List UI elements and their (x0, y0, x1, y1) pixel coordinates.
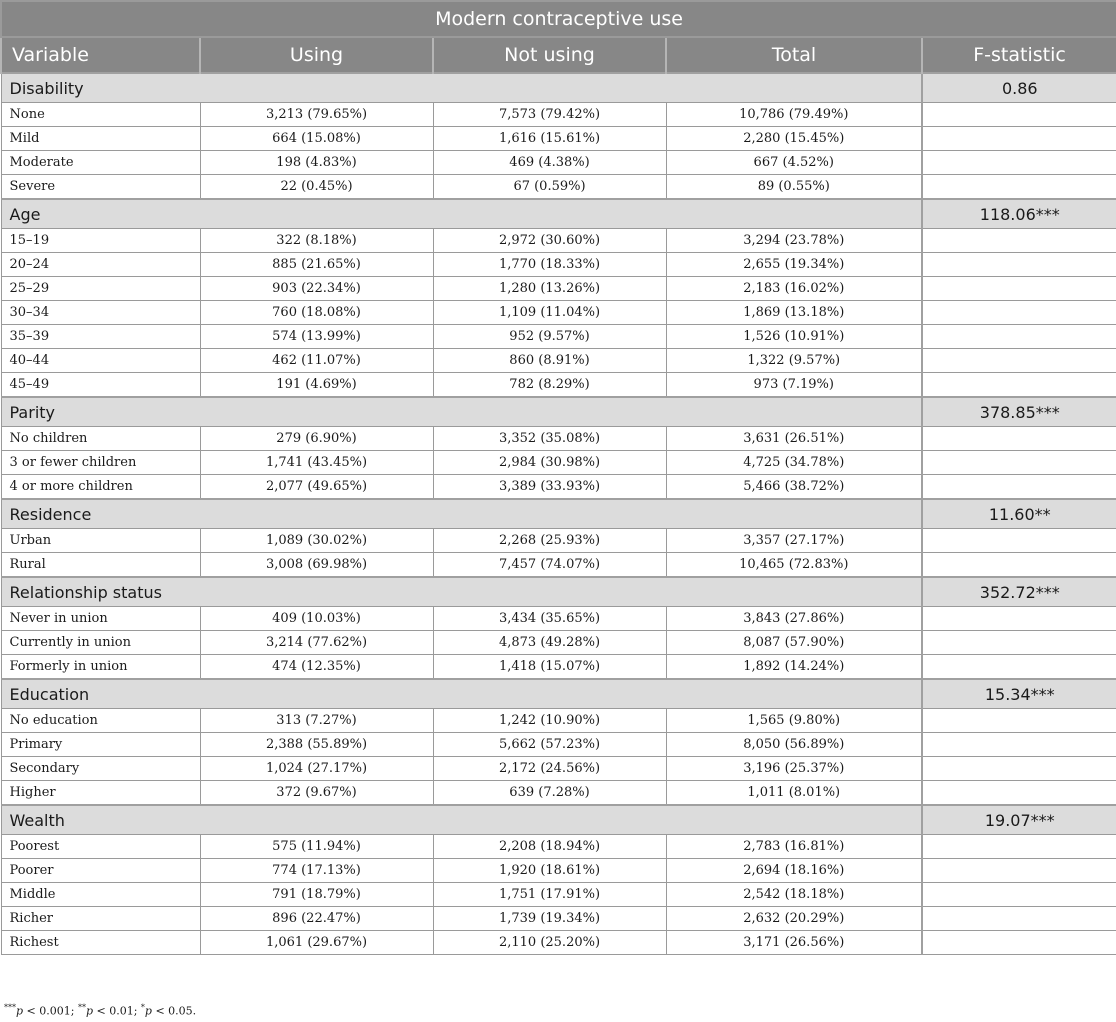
cell-not-using: 952 (9.57%) (433, 325, 666, 349)
cell-not-using: 3,434 (35.65%) (433, 607, 666, 631)
table-row (1, 907, 1116, 931)
cell-f-statistic-empty (922, 475, 1116, 500)
row-label: Severe (1, 175, 200, 200)
column-header-total: Total (666, 37, 922, 73)
cell-total: 1,322 (9.57%) (666, 349, 922, 373)
cell-not-using: 1,616 (15.61%) (433, 127, 666, 151)
group-row (1, 397, 1116, 427)
group-f-statistic: 118.06*** (922, 199, 1116, 229)
cell-not-using: 7,573 (79.42%) (433, 103, 666, 127)
table-row (1, 229, 1116, 253)
column-header-using: Using (200, 37, 433, 73)
cell-using: 409 (10.03%) (200, 607, 433, 631)
cell-using: 774 (17.13%) (200, 859, 433, 883)
group-f-statistic: 15.34*** (922, 679, 1116, 709)
group-name: Relationship status (1, 577, 922, 607)
column-header-not-using: Not using (433, 37, 666, 73)
cell-f-statistic-empty (922, 151, 1116, 175)
cell-not-using: 5,662 (57.23%) (433, 733, 666, 757)
table-title-row (1, 1, 1116, 37)
cell-using: 1,089 (30.02%) (200, 529, 433, 553)
cell-using: 3,008 (69.98%) (200, 553, 433, 578)
table-row (1, 529, 1116, 553)
cell-total: 2,183 (16.02%) (666, 277, 922, 301)
cell-not-using: 2,172 (24.56%) (433, 757, 666, 781)
cell-f-statistic-empty (922, 103, 1116, 127)
cell-f-statistic-empty (922, 349, 1116, 373)
table-row (1, 349, 1116, 373)
cell-total: 973 (7.19%) (666, 373, 922, 398)
cell-using: 462 (11.07%) (200, 349, 433, 373)
cell-not-using: 2,984 (30.98%) (433, 451, 666, 475)
cell-using: 313 (7.27%) (200, 709, 433, 733)
cell-using: 575 (11.94%) (200, 835, 433, 859)
row-label: No children (1, 427, 200, 451)
row-label: Richer (1, 907, 200, 931)
footnote-text-3: < 0.05. (151, 1004, 197, 1018)
cell-total: 10,465 (72.83%) (666, 553, 922, 578)
cell-using: 664 (15.08%) (200, 127, 433, 151)
cell-f-statistic-empty (922, 631, 1116, 655)
row-label: 25–29 (1, 277, 200, 301)
cell-f-statistic-empty (922, 277, 1116, 301)
table-title: Modern contraceptive use (1, 1, 1116, 37)
group-f-statistic: 11.60** (922, 499, 1116, 529)
row-label: Currently in union (1, 631, 200, 655)
cell-f-statistic-empty (922, 301, 1116, 325)
cell-not-using: 1,920 (18.61%) (433, 859, 666, 883)
row-label: Moderate (1, 151, 200, 175)
cell-total: 5,466 (38.72%) (666, 475, 922, 500)
group-row (1, 199, 1116, 229)
table-row (1, 709, 1116, 733)
row-label: 4 or more children (1, 475, 200, 500)
group-name: Wealth (1, 805, 922, 835)
table-row (1, 175, 1116, 200)
cell-f-statistic-empty (922, 325, 1116, 349)
footnote-text-1: < 0.001; (23, 1004, 78, 1018)
cell-using: 2,077 (49.65%) (200, 475, 433, 500)
cell-f-statistic-empty (922, 229, 1116, 253)
cell-using: 22 (0.45%) (200, 175, 433, 200)
cell-total: 1,565 (9.80%) (666, 709, 922, 733)
cell-f-statistic-empty (922, 757, 1116, 781)
table-row (1, 859, 1116, 883)
cell-not-using: 1,242 (10.90%) (433, 709, 666, 733)
footnote-stars-2: ** (77, 1003, 86, 1012)
column-header-row (1, 37, 1116, 73)
cell-using: 903 (22.34%) (200, 277, 433, 301)
group-row (1, 73, 1116, 103)
cell-f-statistic-empty (922, 373, 1116, 398)
cell-f-statistic-empty (922, 427, 1116, 451)
cell-total: 89 (0.55%) (666, 175, 922, 200)
table-row (1, 781, 1116, 806)
cell-using: 791 (18.79%) (200, 883, 433, 907)
group-f-statistic: 352.72*** (922, 577, 1116, 607)
cell-total: 8,050 (56.89%) (666, 733, 922, 757)
footnote-stars-3: *** (4, 1003, 16, 1012)
row-label: 45–49 (1, 373, 200, 398)
cell-using: 191 (4.69%) (200, 373, 433, 398)
group-name: Disability (1, 73, 922, 103)
table-row (1, 373, 1116, 398)
cell-total: 1,526 (10.91%) (666, 325, 922, 349)
group-f-statistic: 378.85*** (922, 397, 1116, 427)
group-row (1, 679, 1116, 709)
row-label: Mild (1, 127, 200, 151)
cell-using: 198 (4.83%) (200, 151, 433, 175)
cell-f-statistic-empty (922, 175, 1116, 200)
cell-f-statistic-empty (922, 781, 1116, 806)
cell-not-using: 2,268 (25.93%) (433, 529, 666, 553)
cell-using: 1,741 (43.45%) (200, 451, 433, 475)
cell-using: 885 (21.65%) (200, 253, 433, 277)
cell-using: 279 (6.90%) (200, 427, 433, 451)
cell-total: 8,087 (57.90%) (666, 631, 922, 655)
row-label: Richest (1, 931, 200, 955)
cell-total: 4,725 (34.78%) (666, 451, 922, 475)
cell-using: 3,213 (79.65%) (200, 103, 433, 127)
footnote-p-1: p (16, 1004, 24, 1018)
footnote-stars-1: * (140, 1003, 145, 1012)
cell-not-using: 4,873 (49.28%) (433, 631, 666, 655)
cell-f-statistic-empty (922, 883, 1116, 907)
cell-using: 474 (12.35%) (200, 655, 433, 680)
cell-not-using: 1,109 (11.04%) (433, 301, 666, 325)
cell-total: 2,632 (20.29%) (666, 907, 922, 931)
cell-total: 1,892 (14.24%) (666, 655, 922, 680)
cell-total: 10,786 (79.49%) (666, 103, 922, 127)
cell-f-statistic-empty (922, 907, 1116, 931)
cell-f-statistic-empty (922, 859, 1116, 883)
cell-total: 3,196 (25.37%) (666, 757, 922, 781)
row-label: Poorest (1, 835, 200, 859)
table-row (1, 733, 1116, 757)
cell-using: 896 (22.47%) (200, 907, 433, 931)
footnote-p-3: p (144, 1004, 152, 1018)
table-row (1, 151, 1116, 175)
cell-f-statistic-empty (922, 709, 1116, 733)
row-label: 40–44 (1, 349, 200, 373)
group-name: Education (1, 679, 922, 709)
cell-total: 667 (4.52%) (666, 151, 922, 175)
row-label: Primary (1, 733, 200, 757)
cell-not-using: 1,739 (19.34%) (433, 907, 666, 931)
row-label: 20–24 (1, 253, 200, 277)
column-header-f-statistic: F-statistic (922, 37, 1116, 73)
cell-total: 2,542 (18.18%) (666, 883, 922, 907)
row-label: Poorer (1, 859, 200, 883)
cell-not-using: 1,418 (15.07%) (433, 655, 666, 680)
cell-f-statistic-empty (922, 553, 1116, 578)
cell-total: 2,280 (15.45%) (666, 127, 922, 151)
table-row (1, 277, 1116, 301)
row-label: No education (1, 709, 200, 733)
cell-total: 3,843 (27.86%) (666, 607, 922, 631)
cell-using: 372 (9.67%) (200, 781, 433, 806)
table-row (1, 253, 1116, 277)
row-label: 30–34 (1, 301, 200, 325)
column-header-variable: Variable (1, 37, 200, 73)
group-row (1, 499, 1116, 529)
cell-not-using: 1,751 (17.91%) (433, 883, 666, 907)
cell-not-using: 860 (8.91%) (433, 349, 666, 373)
table-row (1, 427, 1116, 451)
table-header (1, 1, 1116, 73)
cell-not-using: 67 (0.59%) (433, 175, 666, 200)
table-body (1, 73, 1116, 955)
cell-f-statistic-empty (922, 253, 1116, 277)
cell-not-using: 3,389 (33.93%) (433, 475, 666, 500)
table-row (1, 301, 1116, 325)
row-label: Higher (1, 781, 200, 806)
cell-using: 1,061 (29.67%) (200, 931, 433, 955)
cell-total: 3,171 (26.56%) (666, 931, 922, 955)
footnote (4, 1003, 196, 1018)
group-row (1, 577, 1116, 607)
group-name: Age (1, 199, 922, 229)
row-label: Secondary (1, 757, 200, 781)
cell-f-statistic-empty (922, 733, 1116, 757)
cell-using: 760 (18.08%) (200, 301, 433, 325)
cell-using: 322 (8.18%) (200, 229, 433, 253)
footnote-p-2: p (85, 1004, 93, 1018)
cell-f-statistic-empty (922, 451, 1116, 475)
cell-f-statistic-empty (922, 835, 1116, 859)
cell-not-using: 2,110 (25.20%) (433, 931, 666, 955)
table-row (1, 127, 1116, 151)
row-label: 3 or fewer children (1, 451, 200, 475)
cell-not-using: 3,352 (35.08%) (433, 427, 666, 451)
cell-not-using: 2,208 (18.94%) (433, 835, 666, 859)
row-label: Urban (1, 529, 200, 553)
table-row (1, 835, 1116, 859)
table-row (1, 451, 1116, 475)
cell-total: 3,294 (23.78%) (666, 229, 922, 253)
table-row (1, 607, 1116, 631)
table-row (1, 931, 1116, 955)
cell-f-statistic-empty (922, 127, 1116, 151)
group-f-statistic: 0.86 (922, 73, 1116, 103)
table-row (1, 103, 1116, 127)
cell-not-using: 639 (7.28%) (433, 781, 666, 806)
cell-total: 1,011 (8.01%) (666, 781, 922, 806)
cell-total: 1,869 (13.18%) (666, 301, 922, 325)
cell-total: 2,783 (16.81%) (666, 835, 922, 859)
table-row (1, 883, 1116, 907)
row-label: 35–39 (1, 325, 200, 349)
cell-f-statistic-empty (922, 529, 1116, 553)
row-label: None (1, 103, 200, 127)
group-f-statistic: 19.07*** (922, 805, 1116, 835)
row-label: 15–19 (1, 229, 200, 253)
footnote-text-2: < 0.01; (93, 1004, 141, 1018)
row-label: Formerly in union (1, 655, 200, 680)
group-row (1, 805, 1116, 835)
table-row (1, 631, 1116, 655)
row-label: Never in union (1, 607, 200, 631)
cell-using: 2,388 (55.89%) (200, 733, 433, 757)
cell-f-statistic-empty (922, 655, 1116, 680)
cell-using: 574 (13.99%) (200, 325, 433, 349)
cell-total: 3,357 (27.17%) (666, 529, 922, 553)
group-name: Parity (1, 397, 922, 427)
row-label: Rural (1, 553, 200, 578)
table-row (1, 325, 1116, 349)
row-label: Middle (1, 883, 200, 907)
cell-using: 3,214 (77.62%) (200, 631, 433, 655)
cell-total: 3,631 (26.51%) (666, 427, 922, 451)
cell-f-statistic-empty (922, 931, 1116, 955)
cell-not-using: 1,770 (18.33%) (433, 253, 666, 277)
table-row (1, 475, 1116, 500)
cell-not-using: 1,280 (13.26%) (433, 277, 666, 301)
cell-f-statistic-empty (922, 607, 1116, 631)
cell-using: 1,024 (27.17%) (200, 757, 433, 781)
cell-not-using: 469 (4.38%) (433, 151, 666, 175)
cell-not-using: 2,972 (30.60%) (433, 229, 666, 253)
table-row (1, 553, 1116, 578)
cell-total: 2,694 (18.16%) (666, 859, 922, 883)
cell-not-using: 782 (8.29%) (433, 373, 666, 398)
cell-total: 2,655 (19.34%) (666, 253, 922, 277)
cell-not-using: 7,457 (74.07%) (433, 553, 666, 578)
group-name: Residence (1, 499, 922, 529)
table-row (1, 655, 1116, 680)
table-row (1, 757, 1116, 781)
